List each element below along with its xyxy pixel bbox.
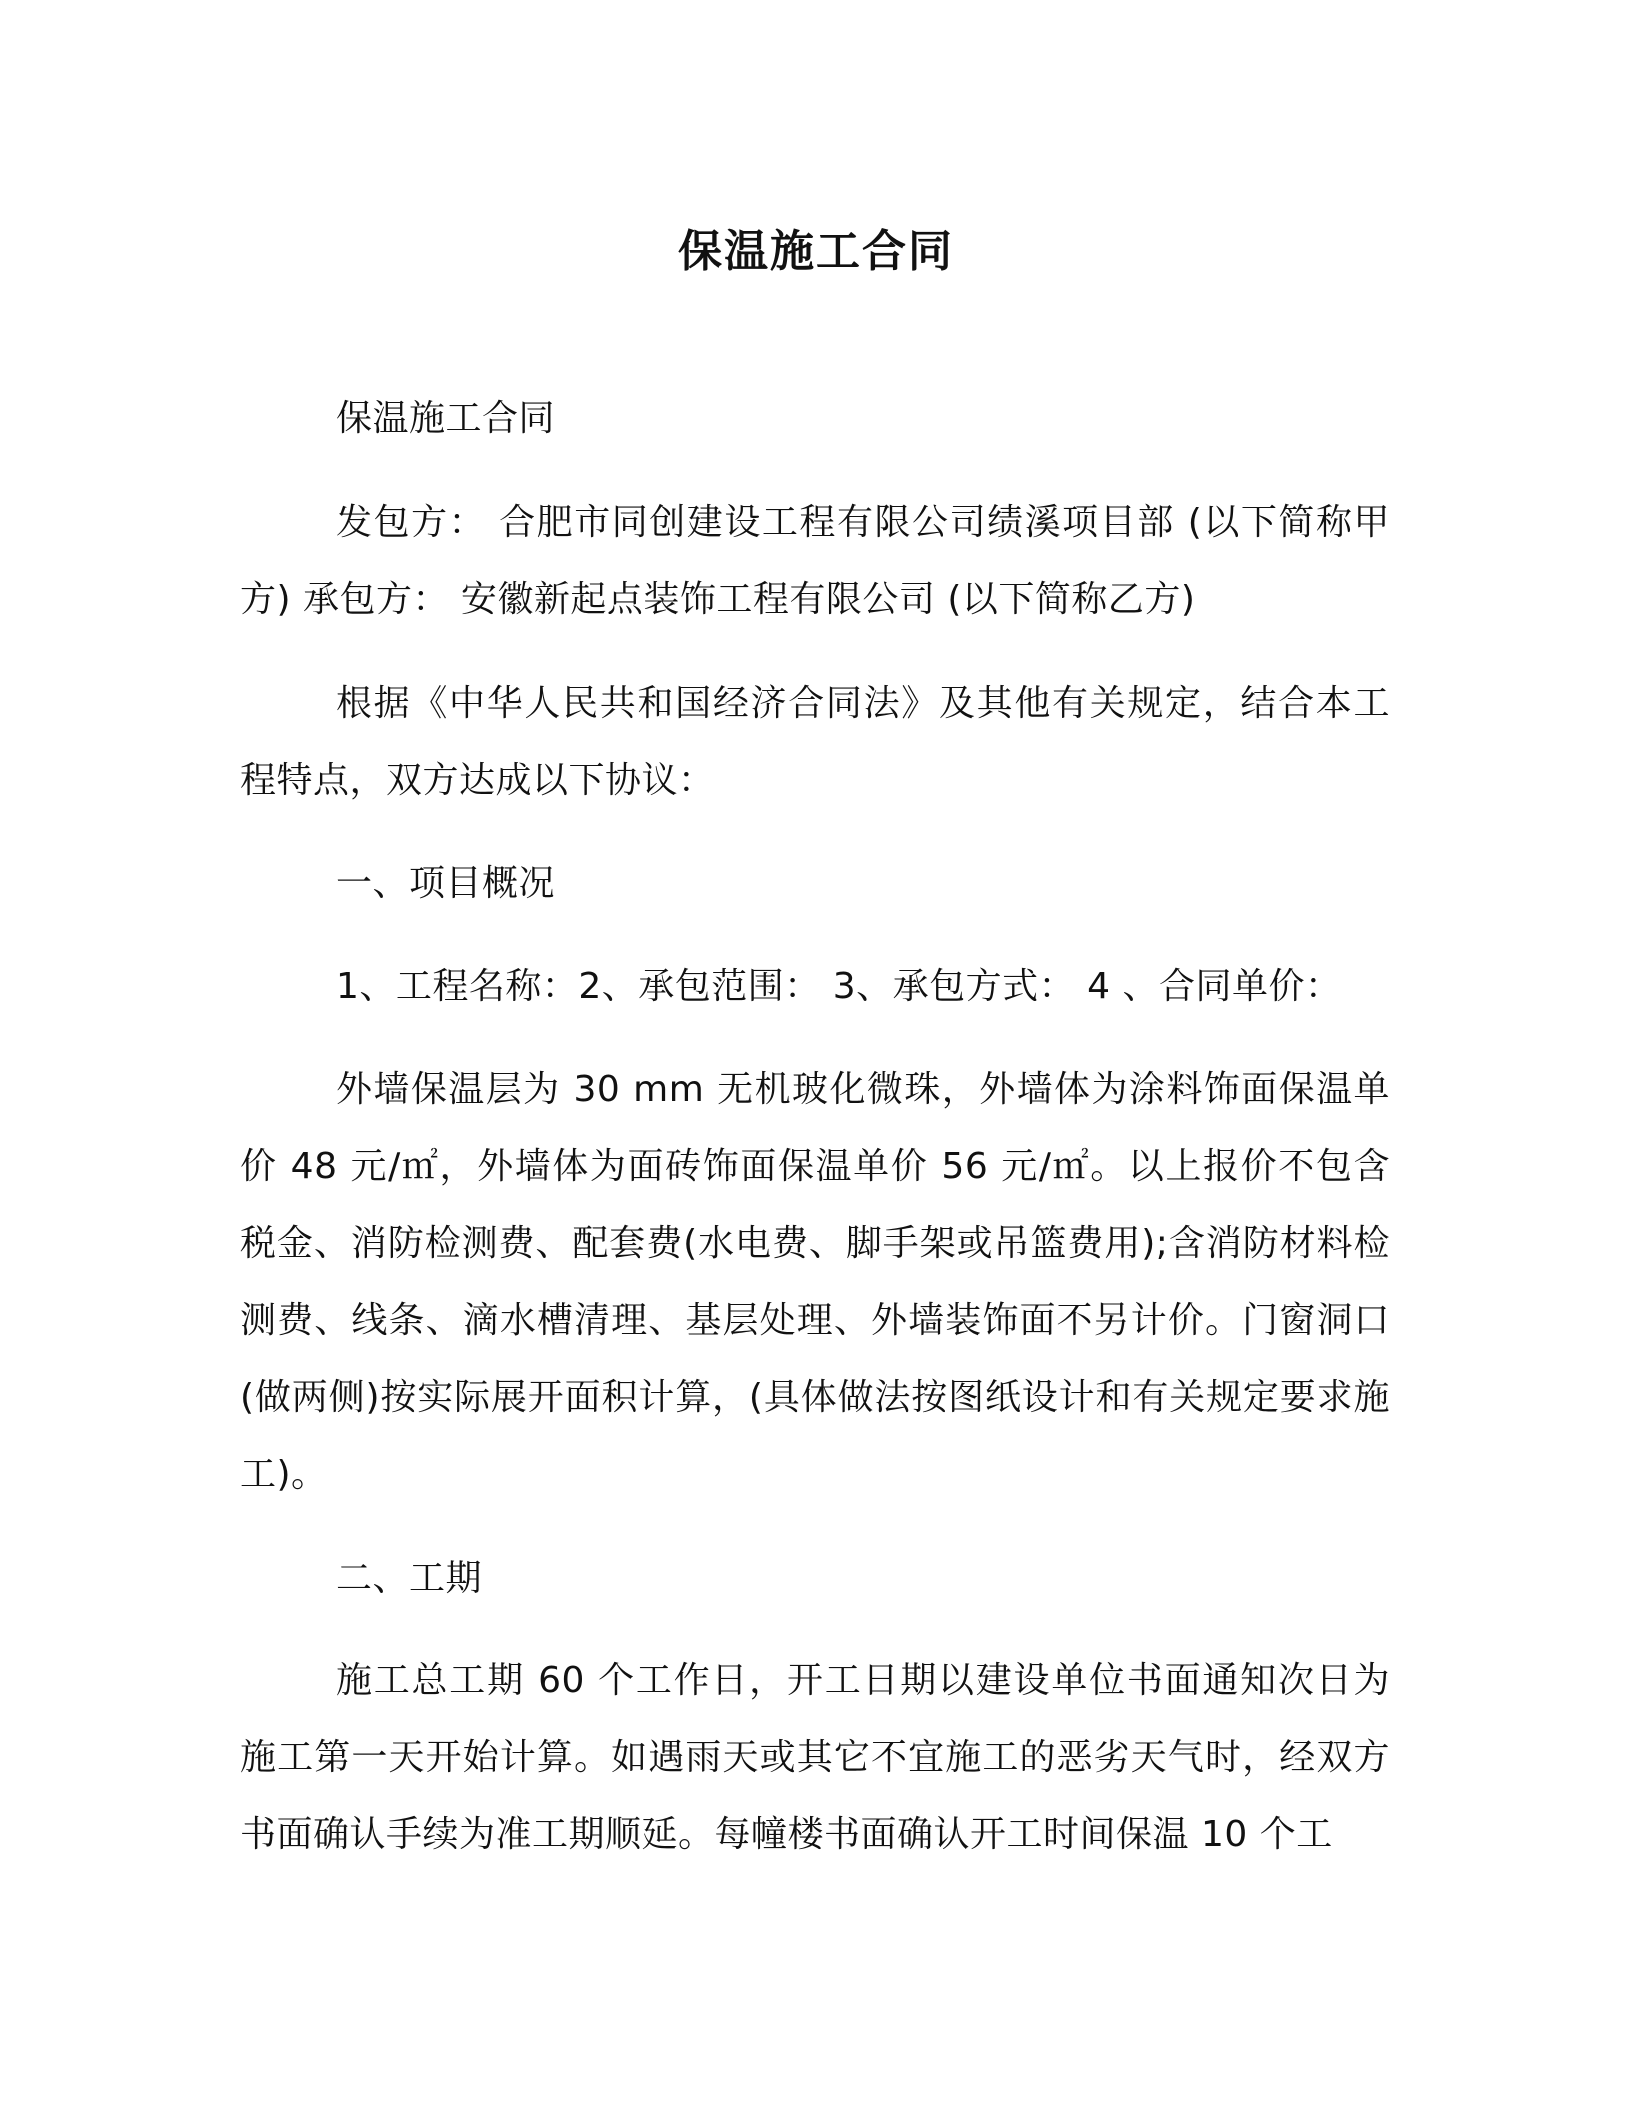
section-1-heading: 一、项目概况 [336, 863, 556, 904]
section-1-items: 1、工程名称：2、承包范围： 3、承包方式： 4 、合同单价： [336, 966, 1342, 1007]
document-subtitle: 保温施工合同 [336, 398, 556, 439]
document-title: 保温施工合同 [678, 226, 954, 277]
section-2-paragraph: 施工总工期 60 个工作日，开工日期以建设单位书面通知次日为施工第一天开始计算。如遇雨天或其它不宜施工的恶劣天气时，经双方书面确认手续为准工期顺延。每幢楼书面确认开工时间保温 10 个工 [240, 1660, 1390, 1855]
section-1-price-paragraph: 外墙保温层为 30 mm 无机玻化微珠，外墙体为涂料饰面保温单价 48 元/㎡，外墙体为面砖饰面保温单价 56 元/㎡。以上报价不包含税金、消防检测费、配套费(水电费、脚手架或吊篮费用);含消防材料检测费、线条、滴水槽清理、基层处理、外墙装饰面不另计价。门窗洞口(做两侧)按实际展开面积计算，(具体做法按图纸设计和有关规定要求施工)。 [240, 1069, 1390, 1495]
preamble-paragraph: 根据《中华人民共和国经济合同法》及其他有关规定，结合本工程特点，双方达成以下协议： [240, 683, 1390, 801]
parties-paragraph: 发包方： 合肥市同创建设工程有限公司绩溪项目部 (以下简称甲方) 承包方： 安徽新起点装饰工程有限公司 (以下简称乙方) [240, 502, 1390, 620]
section-2-heading: 二、工期 [336, 1558, 483, 1599]
